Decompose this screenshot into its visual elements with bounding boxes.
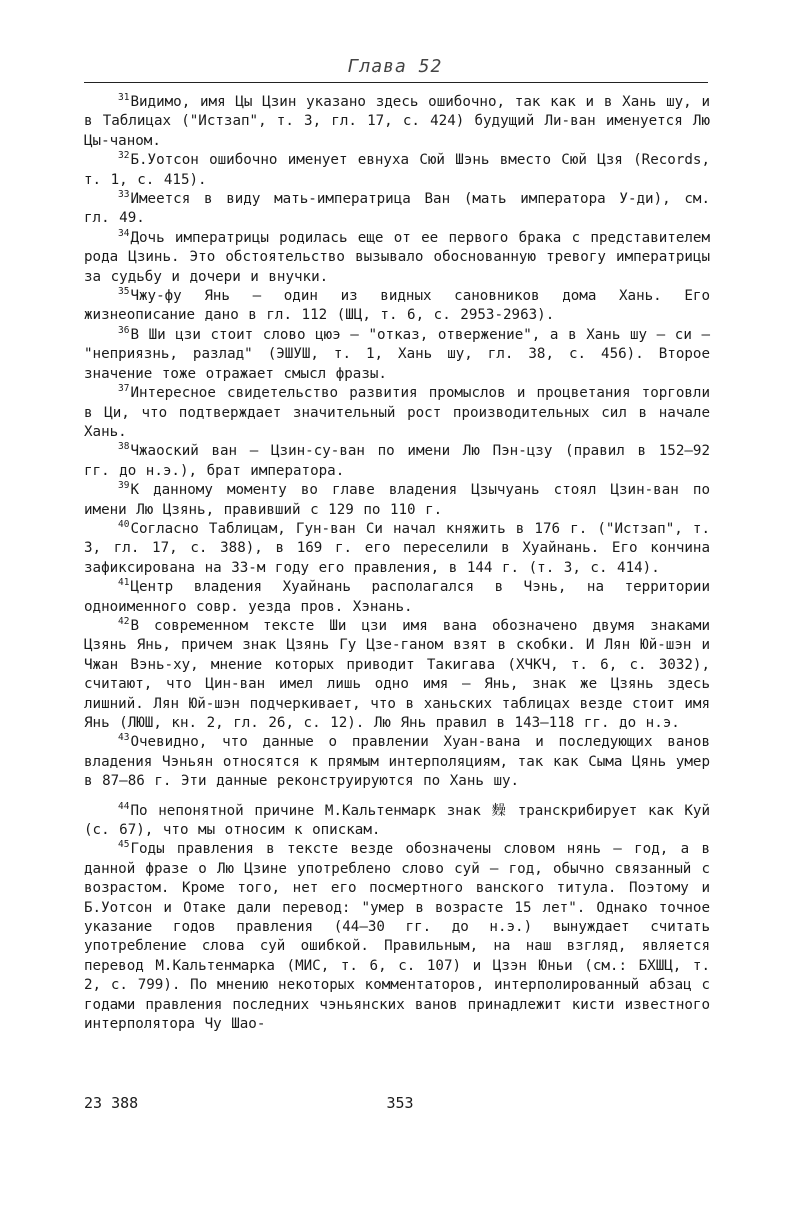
footnote-text: Б.Уотсон ошибочно именует евнуха Сюй Шэнь вместо Сюй Цзя (Records, т. 1, с. 415). [84, 152, 710, 188]
footnote [84, 384, 710, 442]
footnote-text: Имеется в виду мать-императрица Ван (мать императора У-ди), см. гл. 49. [84, 191, 710, 227]
footnote-text: Видимо, имя Цы Цзин указано здесь ошибочно, так как и в Хань шу, и в Таблицах ("Истзап", т. 3, гл. 17, с. 424) будущий Ли-ван именуется Лю Цы-чаном. [84, 94, 710, 149]
footnote [84, 287, 710, 326]
footnote [84, 802, 710, 841]
footnote-number: 31 [118, 92, 130, 103]
footnote [84, 326, 710, 384]
footnote-number: 32 [118, 150, 130, 162]
header-rule [84, 82, 708, 83]
footnote-text: Годы правления в тексте везде обозначены словом нянь — год, а в данной фразе о Лю Цзине употреблено слово суй — год, обычно связанный с возрастом. Кроме того, нет его посмертного ванского титула. Поэтому и Б.Уотсон и Отаке дали перевод: "умер в возрасте 15 лет". Однако точное указание годов правления (44–30 гг. до н.э.) вынуждает считать употребление слова суй ошибкой. Правильным, на наш взгляд, является перевод М.Кальтенмарка (МИС, т. 6, с. 107) и Цзэн Юньи (см.: БХШЦ, т. 2, с. 799). По мнению некоторых комментаторов, интерполированный абзац с годами правления последних чэньянских ванов принадлежит кисти известного интерполятора Чу Шао- [84, 841, 710, 1033]
footnote-text: Очевидно, что данные о правлении Хуан-вана и последующих ванов владения Чэньян относятся к прямым интерполяциям, так как Сыма Цянь умер в 87–86 г. Эти данные реконструируются по Хань шу. [84, 734, 710, 790]
footnote [84, 151, 710, 190]
footnote [84, 578, 710, 617]
footnote-number: 41 [118, 577, 130, 589]
footnote-number: 33 [118, 189, 130, 201]
footnote-text: К данному моменту во главе владения Цзычуань стоял Цзин-ван по имени Лю Цзянь, правивший с 129 по 110 г. [84, 482, 710, 518]
page-number: 353 [386, 1094, 414, 1112]
footnote [84, 481, 710, 520]
footnote [84, 190, 710, 229]
footnote [84, 442, 710, 481]
footnote-number: 45 [118, 839, 130, 851]
footnotes-block [84, 93, 710, 1035]
footnote-number: 39 [118, 480, 130, 492]
footnote [84, 733, 710, 791]
footnote [84, 229, 710, 287]
footnote [84, 520, 710, 578]
footnote-text: Чжаоский ван — Цзин-су-ван по имени Лю Пэн-цзу (правил в 152–92 гг. до н.э.), брат императора. [84, 443, 710, 479]
footnote-number: 40 [118, 518, 130, 530]
footnote-number: 38 [118, 441, 130, 453]
footnote-text: В современном тексте Ши цзи имя вана обозначено двумя знаками Цзянь Янь, причем знак Цзянь Гу Цзе-ганом взят в скобки. И Лян Юй-шэн и Чжан Вэнь-ху, мнение которых приводит Такигава (ХЧКЧ, т. 6, с. 3032), считают, что Цин-ван имел лишь одно имя — Янь, знак же Цзянь здесь лишний. Лян Юй-шэн подчеркивает, что в ханьских таблицах везде стоит имя Янь (ЛЮШ, кн. 2, гл. 26, с. 12). Лю Янь правил в 143–118 гг. до н.э. [84, 617, 710, 731]
footnote-number: 35 [118, 286, 130, 298]
footnote-text: Интересное свидетельство развития промыслов и процветания торговли в Ци, что подтверждает значительный рост производительных сил в начале Хань. [84, 385, 710, 440]
footnote-text: По непонятной причине М.Кальтенмарк знак 𪍽 транскрибирует как Куй (с. 67), что мы относим к опискам. [84, 802, 710, 839]
footnote-number: 37 [118, 383, 130, 395]
footnote-text: В Ши цзи стоит слово цюэ — "отказ, отвержение", а в Хань шу — си — "неприязнь, разлад" (ЭШУШ, т. 1, Хань шу, гл. 38, с. 456). Второе значение тоже отражает смысл фразы. [84, 326, 710, 382]
footnote-number: 43 [118, 732, 130, 744]
footnote-text: Чжу-фу Янь — один из видных сановников дома Хань. Его жизнеописание дано в гл. 112 (ШЦ, т. 6, с. 2953-2963). [84, 288, 710, 324]
footnote-text: Дочь императрицы родилась еще от ее первого брака с представителем рода Цзинь. Это обстоятельство вызывало обоснованную тревогу императрицы за судьбу и дочери и внучки. [84, 229, 710, 285]
footnote-number: 44 [118, 800, 130, 812]
footnote [84, 93, 710, 151]
footnote [84, 617, 710, 733]
running-title: Глава 52 [347, 56, 443, 77]
footnote-number: 42 [118, 615, 130, 627]
footnote-number: 36 [118, 324, 130, 336]
footnote-text: Согласно Таблицам, Гун-ван Си начал княжить в 176 г. ("Истзап", т. 3, гл. 17, с. 388), в 169 г. его переселили в Хуайнань. Его кончина зафиксирована на 33-м году его правления, в 144 г. (т. 3, с. 414). [84, 520, 710, 576]
printer-signature: 23 388 [84, 1094, 139, 1112]
footnote-text: Центр владения Хуайнань располагался в Чэнь, на территории одноименного совр. уезда пров. Хэнань. [84, 579, 710, 615]
footnote [84, 840, 710, 1034]
footnote-number: 34 [118, 227, 130, 239]
